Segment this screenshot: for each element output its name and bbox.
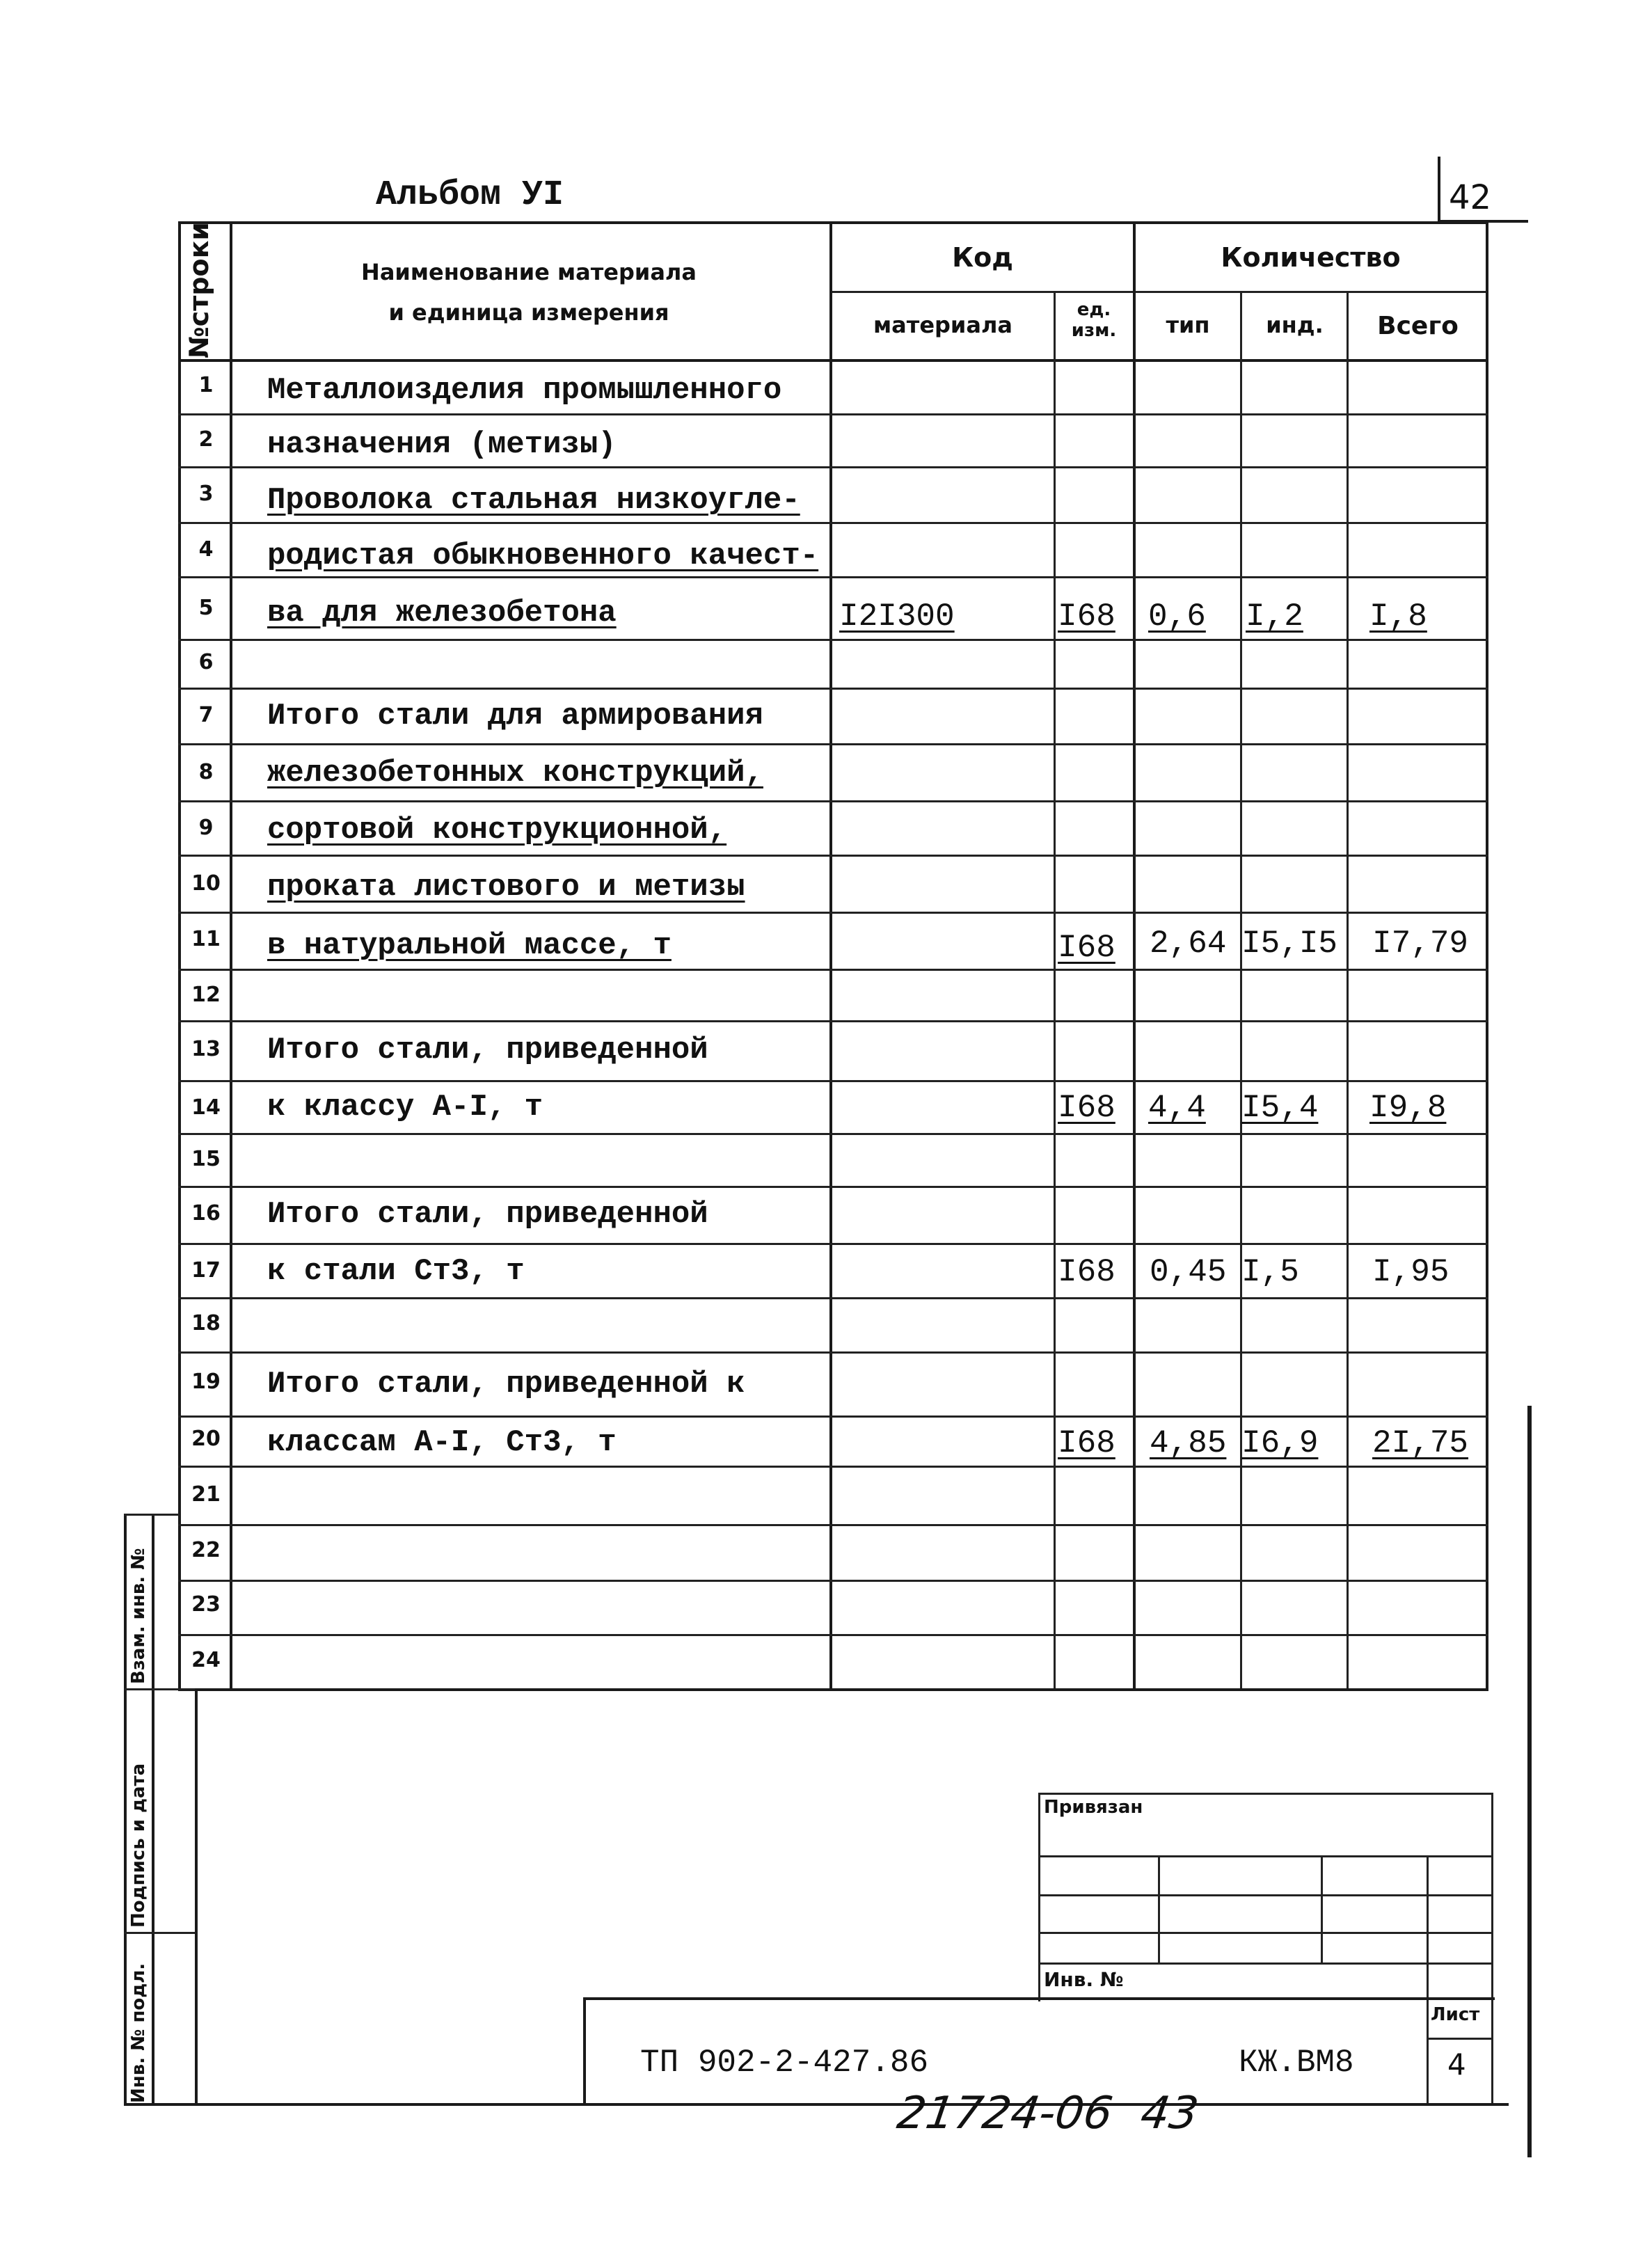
row-number: 13 [191, 1037, 221, 1061]
row-line [178, 688, 1488, 690]
row-unit: I68 [1058, 1090, 1115, 1126]
col-line-type [1240, 291, 1242, 1690]
col-line-unit [1133, 221, 1136, 1690]
col-quantity-header: Количество [1221, 242, 1401, 273]
row-number: 17 [191, 1258, 221, 1283]
col-code-unit-header: ед. изм. [1071, 299, 1117, 341]
inv-no-label: Инв. № [1044, 1968, 1124, 1991]
row-total: I,95 [1372, 1254, 1450, 1290]
row-name: классам А-I, Ст3, т [267, 1425, 617, 1460]
row-total: I7,79 [1372, 926, 1469, 962]
row-number: 19 [191, 1370, 221, 1394]
side-line-right [195, 1688, 198, 2106]
side-label-inv-orig: Инв. № подл. [128, 1962, 149, 2103]
row-name: к стали Ст3, т [267, 1254, 525, 1289]
row-line [178, 466, 1488, 468]
row-number: 1 [198, 373, 214, 397]
table-header-border [178, 359, 1488, 362]
side-line-sep1 [124, 1688, 195, 1690]
row-name: Итого стали, приведенной [267, 1033, 708, 1068]
row-line [178, 1415, 1488, 1418]
row-total: I,8 [1369, 598, 1427, 635]
bottom-border [124, 2103, 1509, 2106]
row-number: 10 [191, 871, 221, 896]
side-line-left [124, 1514, 127, 2105]
row-line [178, 800, 1488, 802]
row-line [178, 855, 1488, 857]
col-name-header-line2: и единица измерения [388, 299, 669, 326]
tied-block-right [1491, 1793, 1493, 2103]
code-strip-left [583, 1997, 586, 2106]
row-number: 18 [191, 1311, 221, 1335]
row-type: 0,6 [1148, 598, 1206, 635]
row-number: 9 [198, 816, 214, 840]
col-line-right [1486, 221, 1488, 1690]
page-number: 42 [1449, 178, 1492, 217]
side-label-signature-date: Подпись и дата [128, 1763, 149, 1928]
row-line [178, 1243, 1488, 1245]
row-type: 2,64 [1150, 926, 1227, 962]
row-code: I2I300 [839, 598, 955, 635]
row-number: 5 [198, 596, 214, 620]
row-number: 20 [191, 1427, 221, 1451]
row-number: 14 [191, 1095, 221, 1120]
row-number: 3 [198, 482, 214, 506]
tied-block-col1 [1158, 1855, 1160, 1962]
row-number: 7 [198, 703, 214, 727]
page-number-divider [1438, 157, 1440, 223]
row-line [178, 413, 1488, 415]
row-name: в натуральной массе, т [267, 928, 672, 963]
col-line-ind [1347, 291, 1349, 1690]
row-line [178, 1297, 1488, 1299]
row-unit: I68 [1058, 1254, 1115, 1290]
col-qty-total-header: Всего [1377, 312, 1459, 340]
row-line [178, 1580, 1488, 1582]
row-type: 0,45 [1150, 1254, 1227, 1290]
row-number: 21 [191, 1482, 221, 1507]
mark-code: КЖ.ВМ8 [1239, 2045, 1354, 2081]
row-line [178, 639, 1488, 641]
subheader-border [829, 291, 1488, 293]
sheet-number: 4 [1447, 2047, 1466, 2081]
row-line [178, 576, 1488, 578]
tied-block-top [1038, 1793, 1493, 1795]
row-number: 4 [198, 537, 214, 562]
row-name: Проволока стальная низкоугле- [267, 483, 800, 518]
row-line [178, 1466, 1488, 1468]
row-type: 4,4 [1148, 1090, 1206, 1126]
row-number: 11 [191, 927, 221, 951]
row-number: 23 [191, 1592, 221, 1617]
side-line-sep2 [124, 1932, 195, 1934]
tied-block-col2 [1321, 1855, 1323, 1962]
row-line [178, 1351, 1488, 1354]
row-name: Металлоизделия промышленного [267, 373, 782, 408]
row-type: 4,85 [1150, 1425, 1227, 1461]
row-line [178, 912, 1488, 914]
row-ind: I6,9 [1241, 1425, 1319, 1461]
col-qty-type-header: тип [1166, 312, 1210, 338]
tied-block-line3 [1038, 1932, 1493, 1934]
row-number: 6 [198, 650, 214, 674]
handwritten-page: 43 [1137, 2088, 1202, 2139]
row-ind: I5,I5 [1241, 926, 1338, 962]
handwritten-number: 21724-06 [893, 2088, 1116, 2139]
tied-label: Привязан [1044, 1797, 1143, 1818]
row-unit: I68 [1058, 1425, 1115, 1461]
row-line [178, 1020, 1488, 1022]
tied-block-left [1038, 1793, 1040, 2001]
row-line [178, 1524, 1488, 1526]
row-name: проката листового и метизы [267, 870, 745, 905]
col-line-num [230, 221, 232, 1690]
row-number: 12 [191, 983, 221, 1007]
row-name: железобетонных конструкций, [267, 756, 763, 791]
table-top-border [178, 221, 1488, 224]
right-margin-line [1527, 1406, 1532, 2157]
col-row-num-header: №строки [184, 222, 214, 358]
row-line [178, 522, 1488, 524]
row-line [178, 969, 1488, 971]
row-name: Итого стали, приведенной к [267, 1367, 745, 1402]
row-name: Итого стали, приведенной [267, 1197, 708, 1232]
row-number: 16 [191, 1201, 221, 1226]
row-unit: I68 [1058, 598, 1115, 635]
row-name: ва для железобетона [267, 596, 617, 631]
col-code-header: Код [952, 242, 1013, 273]
row-number: 24 [191, 1648, 221, 1672]
col-line-left [178, 221, 181, 1690]
tied-block-line1 [1038, 1855, 1493, 1857]
row-number: 2 [198, 427, 214, 452]
album-title: Альбом УI [376, 175, 564, 215]
row-ind: I,5 [1241, 1254, 1299, 1290]
row-ind: I,2 [1246, 598, 1303, 635]
row-number: 15 [191, 1147, 221, 1171]
side-line-top [124, 1514, 180, 1516]
row-name: к классу А-I, т [267, 1090, 543, 1125]
col-code-material-header: материала [873, 312, 1012, 338]
row-line [178, 1080, 1488, 1082]
row-number: 8 [198, 760, 214, 784]
row-line [178, 1133, 1488, 1135]
col-name-header-line1: Наименование материала [361, 259, 697, 285]
row-number: 22 [191, 1538, 221, 1562]
row-line [178, 1186, 1488, 1188]
row-name: родистая обыкновенного качест- [267, 539, 819, 573]
doc-code: ТП 902-2-427.86 [640, 2045, 929, 2081]
col-qty-ind-header: инд. [1266, 312, 1324, 338]
side-label-replaced-inv: Взам. инв. № [128, 1548, 149, 1684]
row-line [178, 743, 1488, 745]
sheet-label: Лист [1431, 2004, 1480, 2025]
col-line-name [829, 221, 832, 1690]
row-name: Итого стали для армирования [267, 699, 763, 733]
code-strip-top [583, 1997, 1495, 2000]
row-unit: I68 [1058, 930, 1115, 966]
col-line-code [1054, 291, 1056, 1690]
row-name: сортовой конструкционной, [267, 813, 727, 848]
table-bottom-border [178, 1688, 1488, 1691]
row-total: I9,8 [1369, 1090, 1447, 1126]
row-name: назначения (метизы) [267, 427, 617, 462]
tied-block-col3 [1427, 1855, 1429, 2103]
tied-block-line4 [1038, 1962, 1493, 1965]
row-ind: I5,4 [1241, 1090, 1319, 1126]
row-total: 2I,75 [1372, 1425, 1469, 1461]
side-line-mid [152, 1514, 154, 2105]
sheet-box-divider [1427, 2038, 1493, 2040]
row-line [178, 1634, 1488, 1636]
tied-block-line2 [1038, 1894, 1493, 1896]
